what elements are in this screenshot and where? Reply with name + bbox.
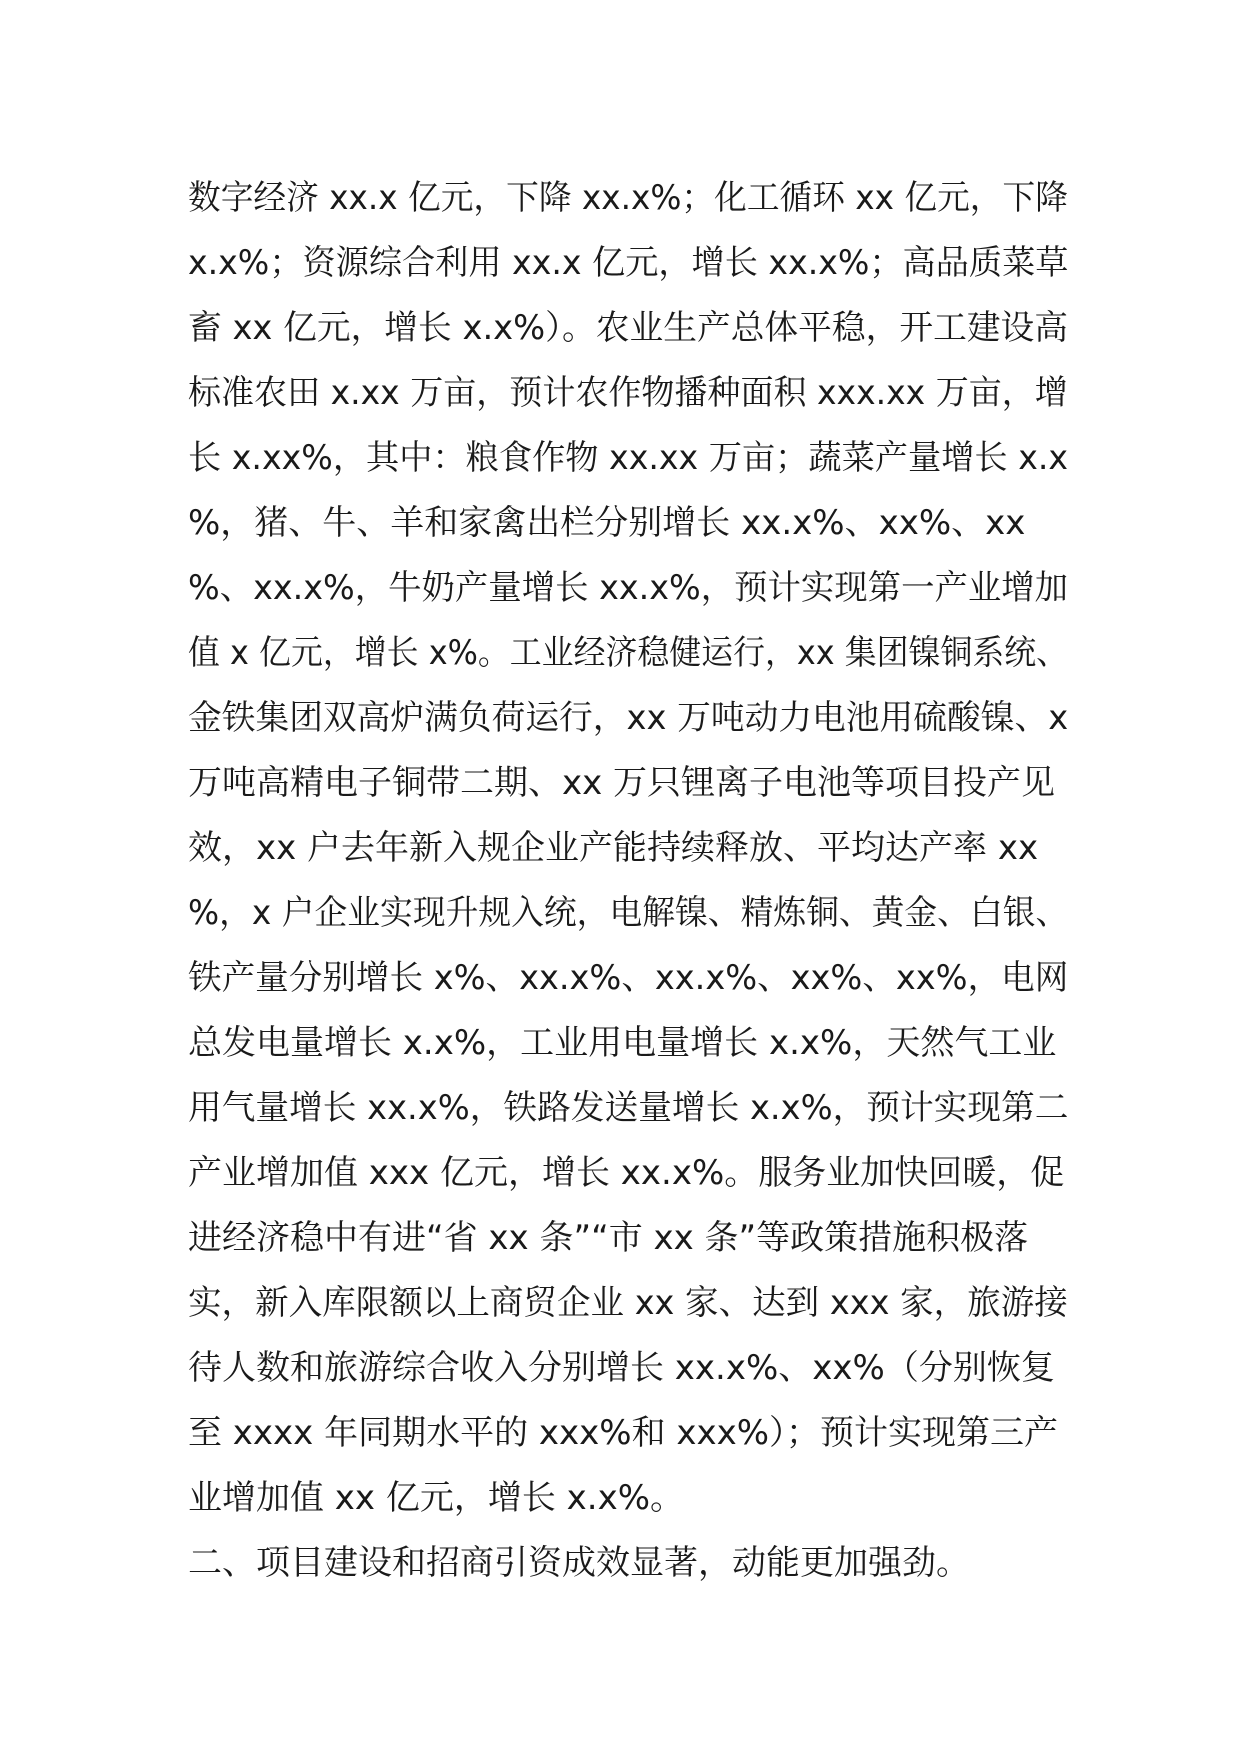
body-text bbox=[188, 166, 1068, 1596]
text-line: 进经济稳中有进“省 xx 条”“市 xx 条”等政策措施积极落 bbox=[188, 1218, 1029, 1258]
text-line: %，x 户企业实现升规入统，电解镍、精炼铜、黄金、白银、 bbox=[188, 893, 1069, 933]
text-line: 值 x 亿元，增长 x%。工业经济稳健运行，xx 集团镍铜系统、 bbox=[188, 633, 1069, 673]
text-line: 至 xxxx 年同期水平的 xxx%和 xxx%）；预计实现第三产 bbox=[188, 1413, 1059, 1453]
text-line: 金铁集团双高炉满负荷运行，xx 万吨动力电池用硫酸镍、x bbox=[188, 698, 1069, 738]
text-line: 万吨高精电子铜带二期、xx 万只锂离子电池等项目投产见 bbox=[188, 763, 1056, 803]
section-heading: 二、项目建设和招商引资成效显著，动能更加强劲。 bbox=[188, 1543, 970, 1583]
text-line: 实，新入库限额以上商贸企业 xx 家、达到 xxx 家，旅游接 bbox=[188, 1283, 1068, 1323]
text-line: 总发电量增长 x.x%，工业用电量增长 x.x%，天然气工业 bbox=[188, 1023, 1057, 1063]
text-line: 业增加值 xx 亿元，增长 x.x%。 bbox=[188, 1478, 685, 1518]
text-line: 标准农田 x.xx 万亩，预计农作物播种面积 xxx.xx 万亩，增 bbox=[188, 373, 1068, 413]
text-line: %，猪、牛、羊和家禽出栏分别增长 xx.x%、xx%、xx bbox=[188, 503, 1026, 543]
text-line: 待人数和旅游综合收入分别增长 xx.x%、xx%（分别恢复 bbox=[188, 1348, 1055, 1388]
text-line: %、xx.x%，牛奶产量增长 xx.x%，预计实现第一产业增加 bbox=[188, 568, 1069, 608]
text-line: 产业增加值 xxx 亿元，增长 xx.x%。服务业加快回暖，促 bbox=[188, 1153, 1065, 1193]
text-line: 数字经济 xx.x 亿元，下降 xx.x%；化工循环 xx 亿元，下降 bbox=[188, 178, 1068, 218]
text-line: 用气量增长 xx.x%，铁路发送量增长 x.x%，预计实现第二 bbox=[188, 1088, 1069, 1128]
text-line: 铁产量分别增长 x%、xx.x%、xx.x%、xx%、xx%，电网 bbox=[188, 958, 1069, 998]
text-line: 效，xx 户去年新入规企业产能持续释放、平均达产率 xx bbox=[188, 828, 1039, 868]
text-line: 畜 xx 亿元，增长 x.x%）。农业生产总体平稳，开工建设高 bbox=[188, 308, 1069, 348]
text-line: 长 x.xx%，其中：粮食作物 xx.xx 万亩；蔬菜产量增长 x.x bbox=[188, 438, 1069, 478]
text-line: x.x%；资源综合利用 xx.x 亿元，增长 xx.x%；高品质菜草 bbox=[188, 243, 1069, 283]
